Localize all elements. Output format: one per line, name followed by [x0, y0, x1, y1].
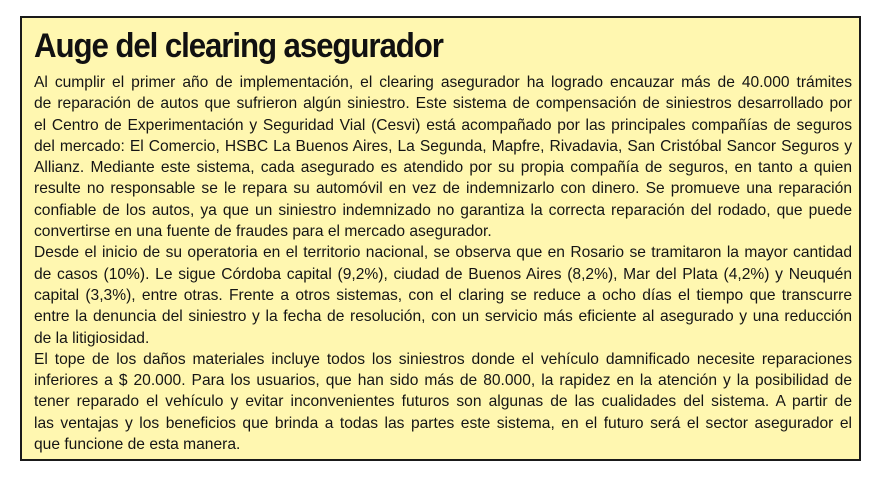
- article-line: las ventajas y los beneficios que brinda a todas las partes este sistema, en el futuro será el sector asegurador el: [34, 414, 852, 432]
- article-line: el Centro de Experimentación y Seguridad Vial (Cesvi) está acompañado por las principales compañías de seguros: [34, 116, 852, 134]
- article-title: Auge del clearing asegurador: [34, 27, 443, 65]
- article-line: entre la denuncia del siniestro y la fecha de resolución, con un servicio más eficiente al asegurado y una reducción: [34, 308, 852, 326]
- article-line: convertirse en una fuente de fraudes para el mercado asegurador.: [34, 223, 492, 241]
- article-line: de reparación de autos que sufrieron algún siniestro. Este sistema de compensación de siniestros desarrollado por: [34, 95, 852, 113]
- article-line: que funcione de esta manera.: [34, 436, 241, 454]
- article-line: Desde el inicio de su operatoria en el territorio nacional, se observa que en Rosario se tramitaron la mayor cantidad: [34, 244, 852, 262]
- article-line: inferiores a $ 20.000. Para los usuarios, que han sido más de 80.000, la rapidez en la atención y la posibilidad de: [34, 372, 852, 390]
- article-line: de casos (10%). Le sigue Córdoba capital (9,2%), ciudad de Buenos Aires (8,2%), Mar del Plata (4,2%) y Neuquén: [34, 265, 852, 283]
- article-line: capital (3,3%), entre otras. Frente a otros sistemas, con el claring se reduce a ocho días el tiempo que transcurre: [34, 286, 852, 304]
- article-line: confiable de los autos, ya que un siniestro indemnizado no garantiza la correcta reparación del rodado, que puede: [34, 201, 852, 219]
- article-line: Allianz. Mediante este sistema, cada asegurado es atendido por su propia compañía de seguros, en tanto a quien: [34, 159, 852, 177]
- article-line: tener reparado el vehículo y evitar inconvenientes futuros son algunas de las cualidades del sistema. A partir de: [34, 393, 852, 411]
- article-line: del mercado: El Comercio, HSBC La Buenos Aires, La Segunda, Mapfre, Rivadavia, San Cristóbal Sancor Seguros y: [34, 137, 852, 155]
- article-line: de la litigiosidad.: [34, 329, 150, 347]
- article-line: Al cumplir el primer año de implementación, el clearing asegurador ha logrado encauzar más de 40.000 trámites: [34, 74, 852, 91]
- article-line: El tope de los daños materiales incluye todos los siniestros donde el vehículo damnificado necesite reparaciones: [34, 350, 852, 368]
- article-line: resulte no responsable se le repara su automóvil en vez de indemnizarlo con dinero. Se promueve una reparación: [34, 180, 852, 198]
- article-body: [34, 72, 852, 455]
- article-box: [20, 16, 861, 461]
